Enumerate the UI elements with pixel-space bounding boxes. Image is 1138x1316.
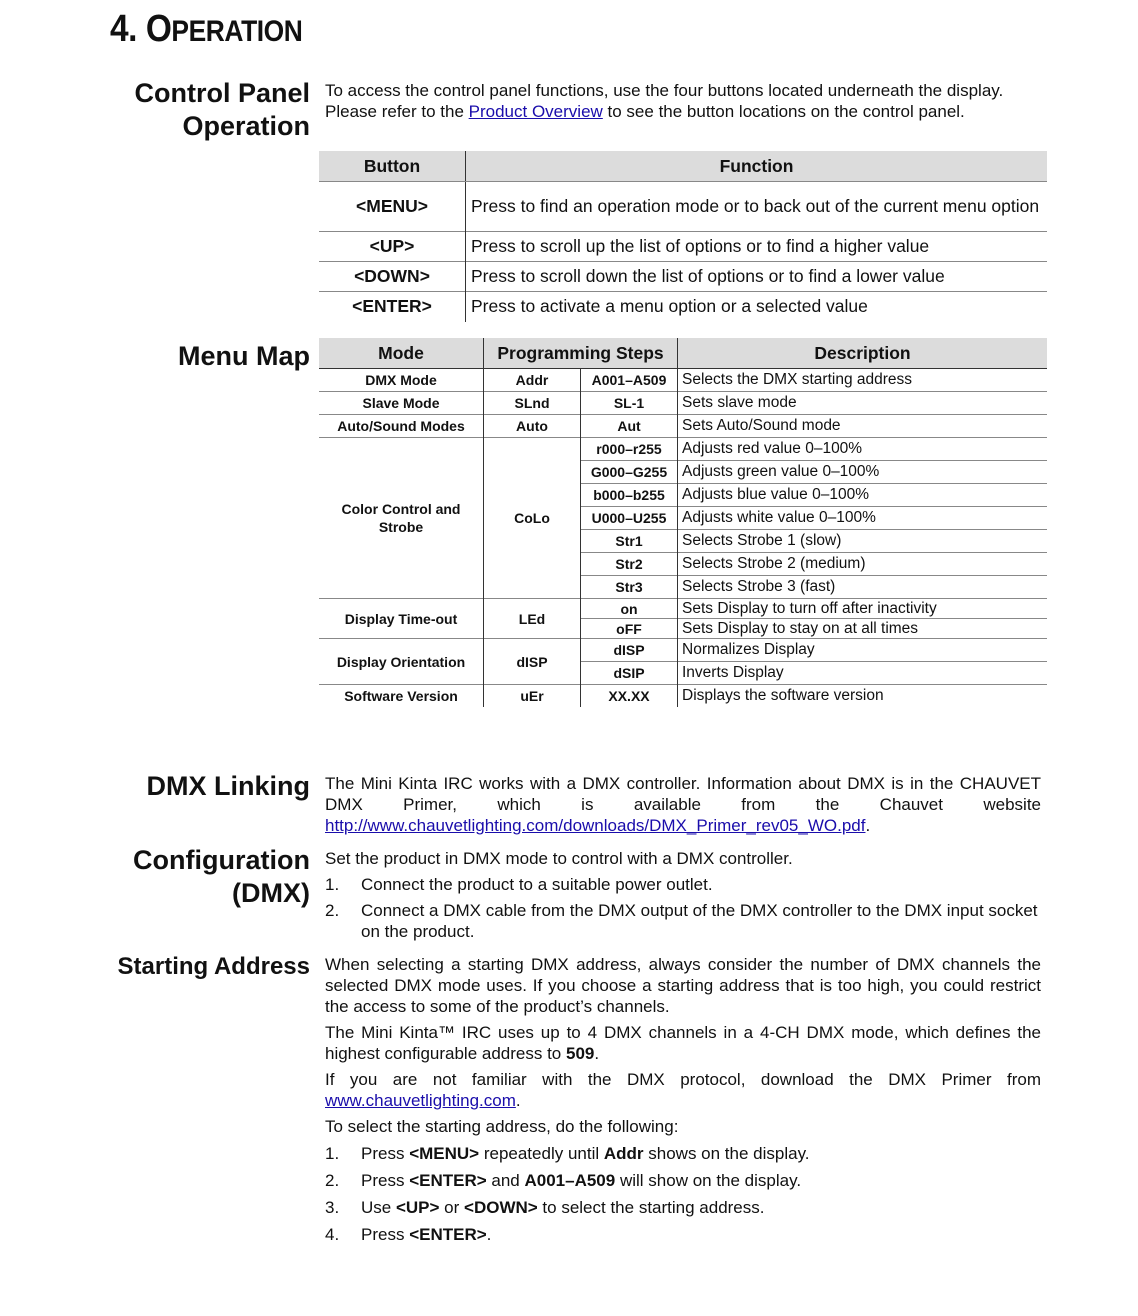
paragraph xyxy=(325,1022,1041,1064)
button-cell: <MENU> xyxy=(319,182,466,232)
step-cell: Str2 xyxy=(581,553,678,576)
step-number: 3. xyxy=(325,1198,340,1217)
description-cell: Displays the software version xyxy=(678,685,1048,708)
menu-map-table xyxy=(319,338,1047,707)
table-row xyxy=(319,415,1047,438)
step-cell: SL-1 xyxy=(581,392,678,415)
step-cell: Addr xyxy=(484,369,581,392)
step-key: <DOWN> xyxy=(464,1198,538,1217)
starting-address-body xyxy=(325,954,1041,1245)
table-row xyxy=(319,182,1047,232)
table-row xyxy=(319,292,1047,322)
table-row xyxy=(319,232,1047,262)
table-header: Description xyxy=(678,338,1048,369)
step-cell: G000–G255 xyxy=(581,461,678,484)
step-cell: oFF xyxy=(581,619,678,639)
step-text: Press xyxy=(361,1225,410,1244)
step-cell: dISP xyxy=(484,639,581,685)
heading-line: Configuration xyxy=(133,845,310,875)
paragraph-text: The Mini Kinta™ IRC uses up to 4 DMX channels in a 4-CH DMX mode, which defines the highest configurable address to xyxy=(325,1023,1041,1063)
step-key: <ENTER> xyxy=(409,1225,487,1244)
mode-cell: Display Orientation xyxy=(319,639,484,685)
mode-cell: Auto/Sound Modes xyxy=(319,415,484,438)
step-cell: Aut xyxy=(581,415,678,438)
step-text: and xyxy=(486,1171,525,1190)
description-cell: Adjusts green value 0–100% xyxy=(678,461,1048,484)
step-text: Press xyxy=(361,1144,410,1163)
dmx-linking-text xyxy=(325,773,1041,836)
list-item xyxy=(325,1170,1041,1191)
step-key: A001–A509 xyxy=(524,1171,616,1190)
product-overview-link[interactable]: Product Overview xyxy=(468,102,603,121)
step-cell: Str1 xyxy=(581,530,678,553)
table-header: Programming Steps xyxy=(484,338,678,369)
table-header: Function xyxy=(466,151,1048,182)
table-row xyxy=(319,639,1047,662)
table-row xyxy=(319,369,1047,392)
description-cell: Sets Display to turn off after inactivity xyxy=(678,599,1048,619)
mode-cell: Display Time-out xyxy=(319,599,484,639)
mode-cell: DMX Mode xyxy=(319,369,484,392)
function-cell: Press to scroll down the list of options or to find a lower value xyxy=(466,262,1048,292)
step-cell: dSIP xyxy=(581,662,678,685)
function-cell: Press to activate a menu option or a selected value xyxy=(466,292,1048,322)
button-function-table xyxy=(319,151,1047,322)
chauvet-website-link[interactable]: www.chauvetlighting.com xyxy=(325,1091,516,1110)
step-key: Addr xyxy=(603,1144,644,1163)
step-number: 1. xyxy=(325,875,340,894)
step-text: Connect the product to a suitable power outlet. xyxy=(361,875,713,894)
description-cell: Normalizes Display xyxy=(678,639,1048,662)
table-header: Mode xyxy=(319,338,484,369)
table-row xyxy=(319,262,1047,292)
chapter-title: 4. OPERATION xyxy=(110,8,303,50)
punctuation: . xyxy=(865,816,871,835)
step-number: 4. xyxy=(325,1225,340,1244)
intro-text: to see the button locations on the control panel. xyxy=(602,102,965,121)
description-cell: Inverts Display xyxy=(678,662,1048,685)
list-item xyxy=(325,874,1041,895)
step-cell: Auto xyxy=(484,415,581,438)
table-row xyxy=(319,685,1047,708)
mode-cell: Color Control and Strobe xyxy=(319,438,484,599)
description-cell: Selects Strobe 2 (medium) xyxy=(678,553,1048,576)
dmx-primer-link[interactable]: http://www.chauvetlighting.com/downloads/DMX_Primer_rev05_WO.pdf xyxy=(325,816,866,835)
step-cell: U000–U255 xyxy=(581,507,678,530)
control-panel-intro xyxy=(325,80,1041,122)
step-cell: XX.XX xyxy=(581,685,678,708)
step-text: to select the starting address. xyxy=(537,1198,765,1217)
description-cell: Selects Strobe 1 (slow) xyxy=(678,530,1048,553)
function-cell: Press to find an operation mode or to back out of the current menu option xyxy=(466,182,1048,232)
description-cell: Adjusts white value 0–100% xyxy=(678,507,1048,530)
step-text: Connect a DMX cable from the DMX output of the DMX controller to the DMX input socket on the product. xyxy=(361,901,1038,941)
list-item xyxy=(325,1143,1041,1164)
description-cell: Sets slave mode xyxy=(678,392,1048,415)
dmx-linking-heading: DMX Linking xyxy=(146,771,310,801)
configuration-intro: Set the product in DMX mode to control with a DMX controller. xyxy=(325,849,793,868)
list-item xyxy=(325,1224,1041,1245)
step-number: 1. xyxy=(325,1144,340,1163)
starting-address-steps xyxy=(325,1143,1041,1245)
table-header: Button xyxy=(319,151,466,182)
step-text: will show on the display. xyxy=(615,1171,802,1190)
step-cell: b000–b255 xyxy=(581,484,678,507)
step-text: shows on the display. xyxy=(643,1144,810,1163)
step-cell: r000–r255 xyxy=(581,438,678,461)
step-text: Use xyxy=(361,1198,396,1217)
configuration-steps xyxy=(325,874,1041,942)
step-key: <MENU> xyxy=(409,1144,480,1163)
function-cell: Press to scroll up the list of options or to find a higher value xyxy=(466,232,1048,262)
configuration-heading xyxy=(133,844,310,910)
description-cell: Selects the DMX starting address xyxy=(678,369,1048,392)
step-text: Press xyxy=(361,1171,410,1190)
dmx-linking-body: The Mini Kinta IRC works with a DMX controller. Information about DMX is in the CHAUVET DMX Primer, which is available from the Chauvet website xyxy=(325,774,1041,814)
step-cell: Str3 xyxy=(581,576,678,599)
punctuation: . xyxy=(515,1091,521,1110)
step-cell: LEd xyxy=(484,599,581,639)
paragraph: To select the starting address, do the following: xyxy=(325,1117,679,1136)
heading-line: (DMX) xyxy=(232,878,310,908)
paragraph-text: If you are not familiar with the DMX protocol, download the DMX Primer from xyxy=(325,1070,1041,1089)
configuration-body xyxy=(325,848,1041,942)
button-cell: <UP> xyxy=(319,232,466,262)
list-item xyxy=(325,900,1041,942)
step-cell: on xyxy=(581,599,678,619)
step-cell: dISP xyxy=(581,639,678,662)
table-row xyxy=(319,392,1047,415)
step-number: 2. xyxy=(325,901,340,920)
mode-cell: Slave Mode xyxy=(319,392,484,415)
step-text: . xyxy=(486,1225,492,1244)
step-text: or xyxy=(439,1198,465,1217)
step-cell: CoLo xyxy=(484,438,581,599)
description-cell: Adjusts red value 0–100% xyxy=(678,438,1048,461)
control-panel-heading xyxy=(134,77,310,143)
step-key: <ENTER> xyxy=(409,1171,487,1190)
step-key: <UP> xyxy=(395,1198,440,1217)
description-cell: Selects Strobe 3 (fast) xyxy=(678,576,1048,599)
table-row xyxy=(319,438,1047,461)
button-cell: <ENTER> xyxy=(319,292,466,322)
paragraph: When selecting a starting DMX address, always consider the number of DMX channels the selected DMX mode uses. If you choose a starting address that is too high, you could restrict the access to some of the product’s channels. xyxy=(325,955,1041,1016)
mode-cell: Software Version xyxy=(319,685,484,708)
intro-text: Please refer to the xyxy=(325,102,469,121)
step-cell: uEr xyxy=(484,685,581,708)
starting-address-heading: Starting Address xyxy=(117,953,310,980)
list-item xyxy=(325,1197,1041,1218)
step-number: 2. xyxy=(325,1171,340,1190)
max-address: 509 xyxy=(566,1044,595,1063)
description-cell: Sets Auto/Sound mode xyxy=(678,415,1048,438)
heading-line: Control Panel xyxy=(134,78,310,108)
heading-line: Operation xyxy=(182,111,310,141)
description-cell: Adjusts blue value 0–100% xyxy=(678,484,1048,507)
description-cell: Sets Display to stay on at all times xyxy=(678,619,1048,639)
table-row xyxy=(319,599,1047,619)
step-cell: A001–A509 xyxy=(581,369,678,392)
step-text: repeatedly until xyxy=(479,1144,604,1163)
punctuation: . xyxy=(594,1044,600,1063)
step-cell: SLnd xyxy=(484,392,581,415)
intro-line xyxy=(325,101,1041,122)
menu-map-heading: Menu Map xyxy=(178,341,310,371)
intro-line: To access the control panel functions, use the four buttons located underneath the display. xyxy=(325,81,1004,100)
paragraph xyxy=(325,1069,1041,1111)
button-cell: <DOWN> xyxy=(319,262,466,292)
